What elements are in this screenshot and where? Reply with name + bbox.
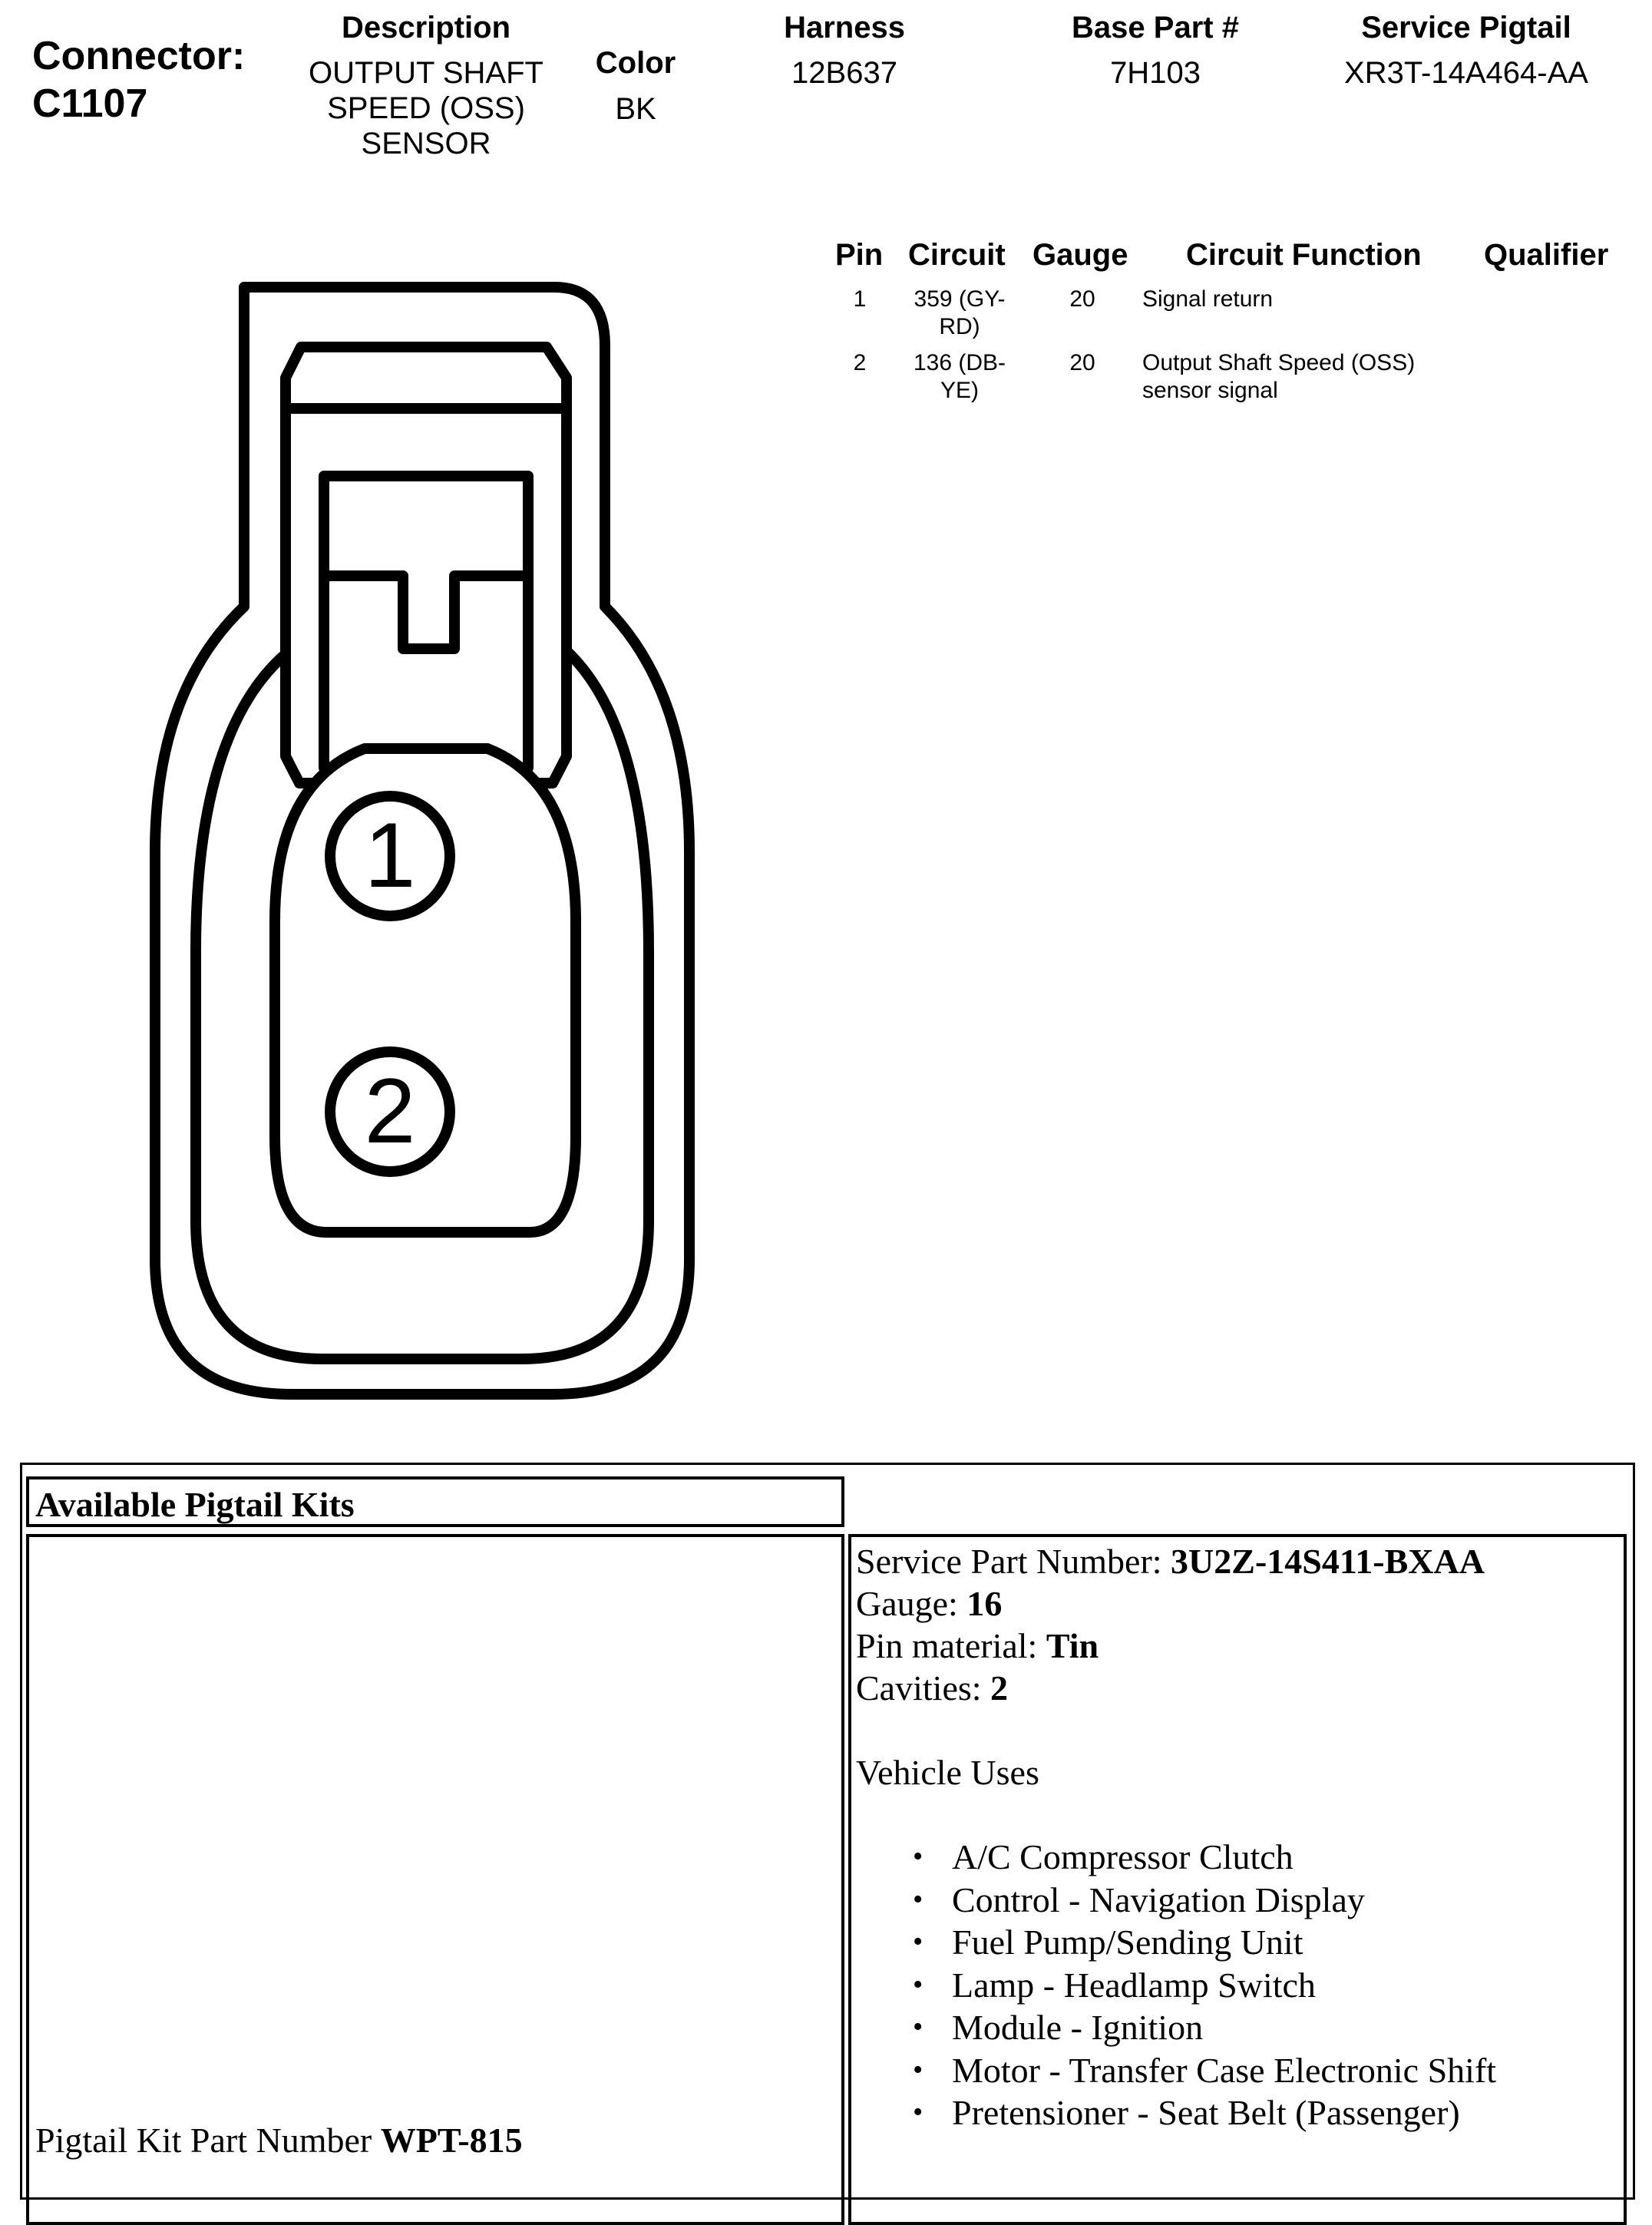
service-pigtail-header: Service Pigtail xyxy=(1361,11,1571,45)
gauge-label: Gauge: xyxy=(856,1584,967,1623)
description-line: OUTPUT SHAFT xyxy=(309,56,544,90)
gauge-cell: 20 xyxy=(1069,350,1095,375)
pin-col-header: Pin xyxy=(835,238,884,272)
list-item: • Fuel Pump/Sending Unit xyxy=(856,1921,1496,1964)
pin-cell: 2 xyxy=(853,350,867,375)
function-line: Output Shaft Speed (OSS) xyxy=(1142,350,1416,375)
pigtail-kit-cell xyxy=(26,1534,844,2225)
function-cell xyxy=(1142,286,1480,313)
circuit-line: YE) xyxy=(940,378,979,403)
base-part-header: Base Part # xyxy=(1072,11,1239,45)
pin-material-value: Tin xyxy=(1046,1626,1099,1665)
connector-latch-tab xyxy=(324,476,528,768)
function-cell xyxy=(1142,349,1480,405)
description-line: SENSOR xyxy=(361,127,491,160)
cavities-value: 2 xyxy=(990,1668,1009,1708)
cavities-line xyxy=(856,1667,1496,1709)
pigtail-kit-part-label: Pigtail Kit Part Number xyxy=(35,2121,381,2160)
list-item: • A/C Compressor Clutch xyxy=(856,1836,1496,1879)
color-value: BK xyxy=(615,92,656,126)
harness-value: 12B637 xyxy=(791,56,897,90)
connector-id: C1107 xyxy=(32,81,148,126)
connector-diagram xyxy=(0,0,737,1443)
service-part-label: Service Part Number: xyxy=(856,1542,1171,1581)
description-line: SPEED (OSS) xyxy=(327,91,525,125)
pin-material-line xyxy=(856,1625,1496,1667)
vehicle-uses-label: Vehicle Uses xyxy=(856,1753,1039,1792)
service-part-number: 3U2Z-14S411-BXAA xyxy=(1171,1542,1485,1581)
pigtail-kit-part-number: WPT-815 xyxy=(380,2121,523,2160)
pin-cell: 1 xyxy=(853,286,867,312)
list-item: • Lamp - Headlamp Switch xyxy=(856,1964,1496,2007)
description-header: Description xyxy=(341,11,511,45)
pin-material-label: Pin material: xyxy=(856,1626,1046,1665)
service-pigtail-value: XR3T-14A464-AA xyxy=(1344,56,1588,90)
gauge-cell: 20 xyxy=(1069,286,1095,312)
pigtail-kit-part xyxy=(35,2119,523,2161)
pigtail-kits-title: Available Pigtail Kits xyxy=(35,1485,355,1524)
function-col-header: Circuit Function xyxy=(1186,238,1422,272)
pigtail-details-cell xyxy=(848,1534,1627,2225)
circuit-cell xyxy=(902,286,1017,341)
circuit-line: 359 (GY- xyxy=(914,286,1006,312)
service-part-line xyxy=(856,1540,1496,1582)
gauge-col-header: Gauge xyxy=(1032,238,1128,272)
pin-2-label: 2 xyxy=(364,1060,416,1162)
gauge-line xyxy=(856,1582,1496,1625)
harness-header: Harness xyxy=(784,11,905,45)
base-part-value: 7H103 xyxy=(1110,56,1201,90)
cavities-label: Cavities: xyxy=(856,1668,991,1708)
connector-label-text: Connector: xyxy=(32,34,246,78)
pin-1-label: 1 xyxy=(364,804,416,907)
list-item: • Module - Ignition xyxy=(856,2006,1496,2049)
pigtail-kits-title-cell xyxy=(26,1476,844,1527)
color-header: Color xyxy=(595,46,676,80)
gauge-value: 16 xyxy=(966,1584,1003,1623)
list-item: • Pretensioner - Seat Belt (Passenger) xyxy=(856,2091,1496,2134)
circuit-line: 136 (DB- xyxy=(913,350,1006,375)
circuit-cell xyxy=(902,349,1017,405)
list-item: • Motor - Transfer Case Electronic Shift xyxy=(856,2049,1496,2092)
function-line: Signal return xyxy=(1142,286,1274,312)
vehicle-uses-list xyxy=(856,1836,1496,2134)
list-item: • Control - Navigation Display xyxy=(856,1879,1496,1922)
qualifier-col-header: Qualifier xyxy=(1484,238,1609,272)
function-line: sensor signal xyxy=(1142,378,1278,403)
circuit-col-header: Circuit xyxy=(908,238,1006,272)
circuit-line: RD) xyxy=(939,314,980,339)
pigtail-details xyxy=(856,1540,1496,2134)
